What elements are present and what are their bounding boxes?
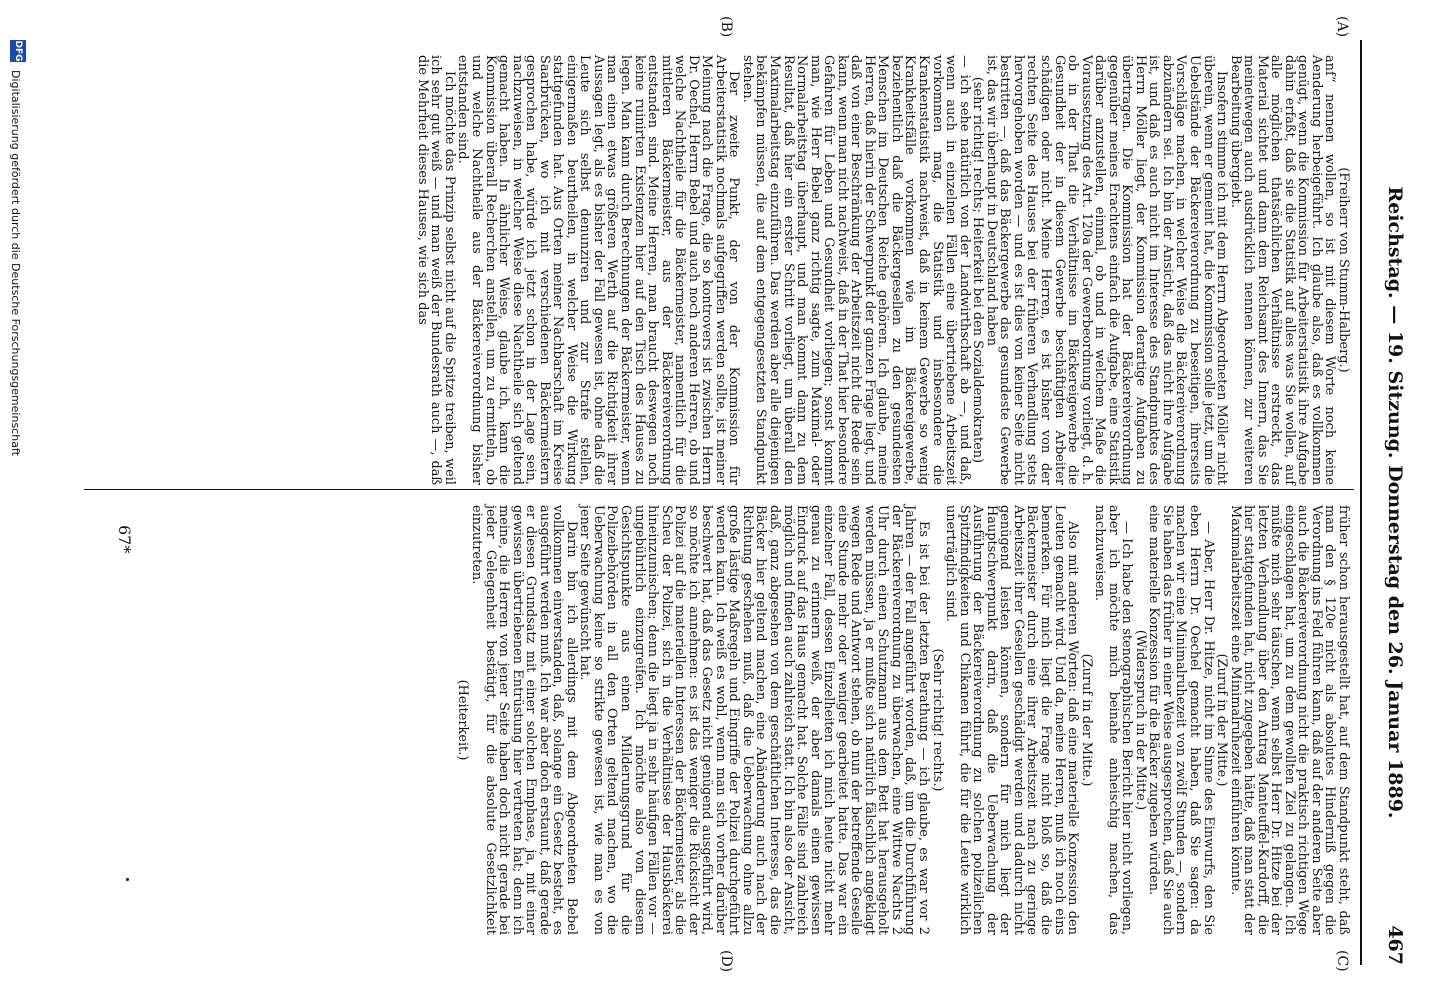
paragraph: Der zweite Punkt, der von der Kommission für Arbeiterstatistik nochmals aufgegriffen werden sollte, ist meiner Meinung nach die Frage, die so kontrovers ist zwischen Herrn Dr. Oechel, Herrn Bebel und auch noch anderen Herren, ob und welche Nachtheile für die Bäckermeister, namentlich für die mittleren Bäckermeister, aus der Bäckereiverordnung entstanden sind. Meine Herren, man braucht deswegen noch keine ruinirten Existenzen hier auf den Tisch des Hauses zu legen. Man kann durch Berechnungen der Bäckermeister, wenn man einen etwas größeren Werth auf die Richtigkeit ihrer Aussagen legt, als es bisher der Fall gewesen ist, ohne daß die Leute sich selbst denunziren und zur Strafe stellen, einigermaßen beurtheilen, in welcher Weise die Wirkung stattgefunden hat. Aus Orten meiner Nachbarschaft im Kreise Saarbrücken, wo ich mit verschiedenen Bäckermeistern gesprochen habe, würde ich jetzt schon in der Lage sein, nachzuweisen, in welcher Weise diese Nachtheile sich geltend gemacht haben. In ähnlicher Weise, glaube ich, kann die Kommission überall Recherchen anstellen, um zu ermitteln, ob und welche Nachtheile aus der Bäckereiverordnung bisher entstanden sind. [455,55,742,485]
footer-credit: Digitalisierung gefördert durch die Deutsche Forschungsgemeinschaft [9,70,22,456]
paragraph: Also mit anderen Worten: daß eine materielle Konzession den Leuten gemacht wird. Und da, meine Herren, muß ich noch eins bemerken. Für mich liegt die Frage nicht bloß so, daß die Bäckermeister durch eine ihrer Arbeitszeit nach zu geringe Arbeitszeit ihrer Gesellen geschädigt werden und dadurch nicht genügend leisten können, sondern für mich liegt der Hauptschwerpunkt darin, daß die Ueberwachung der Ausführung der Bäckereiverordnung zu solchen polizeilichen Spitzfindigkeiten und Chikanen führt, die für die Leute wirklich unerträglich sind. [943,505,1081,935]
paragraph: früher schon herausgestellt hat, auf dem Standpunkt steht, daß man den § 120e nicht als absolutes Hinderniß gegen die Verordnung ins Feld führen kann, daß auf der anderen Seite aber auch die Bäckereiverordnung nicht die praktisch richtigen Wege eingeschlagen hat, um zu dem gewollten Ziel zu gelangen. Ich müßte mich sehr täuschen, wenn selbst Herr Dr. Hitze bei der letzten Verhandlung über den Antrag Manteuffel-Kardorff, die hier stattgefunden hat, nicht zugegeben hätte, daß man statt der Maximalarbeitszeit eine Minimalruhezeit einführen könnte. [1227,505,1351,935]
paragraph: Es ist bei der letzten Berathung — ich glaube, es war vor 2 Jahren — der Fall angeführt worden, daß, um die Durchführung der Bäckereiverordnung zu überwachen, eine Wittwe Nachts 2 Uhr durch einen Schutzmann aus dem Bett hat herausgeholt werden müssen, ja er mußte sich natürlich fälschlich angeklagt wegen Rede und Antwort stehen, ob nun der betreffende Geselle eine Stunde mehr oder weniger gearbeitet hatte. Das war ein einzelner Fall, dessen Einzelheiten ich mich heute nicht mehr genau zu erinnern weiß, der aber damals einen gewissen Eindruck auf das Haus gemacht hat. Solche Fälle sind zahlreich möglich und finden auch zahlreich statt. Ich bin also der Ansicht, daß, ganz abgesehen von dem geschäftlichen Interesse, das die Bäcker hier geltend machen, eine Abänderung auch nach der Richtung geschehen muß, daß die Ueberwachung ohne allzu große lästige Maßregeln und Eingriffe der Polizei durchgeführt werden kann. Ich weiß es wohl, wenn man sich vorher darüber beschwert hat, daß das Gesetz nicht genügend ausgeführt wird, so möchte ich annehmen: es ist das weniger die Rücksicht der Polizei auf die materiellen Interessen der Bäckermeister, als die Scheu der Polizei, sich in die Verhältnisse der Hausbäckerei hineinzumischen; denn die liegt ja in sehr häufigen Fällen vor — ungebührlich einzugreifen. Ich möchte also von diesem Gesichtspunkte aus einen Milderungsgrund für die Polizeibehörden in all den Orten geltend machen, wo die Ueberwachung keine so strikte gewesen ist, wie man es von jener Seite gewünscht hat. [577,505,932,935]
left-column [415,55,1350,485]
interjection: (Widerspruch in der Mitte.) [1132,629,1148,811]
margin-marker-a: (A) [1334,16,1350,38]
interjection: (Heiterkeit.) [455,679,471,761]
interjection: (sehr richtig! rechts; Heiterkeit bei den Sozialdemokraten) [970,76,986,464]
column-divider [84,489,1354,490]
interjection: (Zuruf in der Mitte.) [1078,653,1094,787]
interjection: (Zuruf in der Mitte.) [1214,653,1230,787]
header-rule [1360,40,1362,965]
paragraph: Darin bin ich allerdings mit dem Abgeordneten Bebel vollkommen einverstanden, daß, solange ein Gesetz besteht, es ausgeführt werden muß. Ich war aber doch erstaunt, daß gerade er diesen Grundsatz mit einer solchen Emphase, ja, mit einer gewissen übertriebenen Entrüstung hier vertreten hat; denn ich meine, die Herren von jener Seite haben doch nicht gerade bei jeder Gelegenheit bestätigt, für die absolute Gesetzlichkeit einzutreten. [469,505,579,935]
stray-dot [126,878,129,881]
paragraph: — Ich habe den stenographischen Bericht hier nicht vorliegen, aber ich möchte mich beinahe anheischig machen, das nachzuweisen. [1092,505,1135,935]
margin-marker-b: (B) [718,16,734,38]
margin-marker-c: (C) [1334,950,1350,972]
signature-mark: 67* [115,525,134,554]
paragraph: — ich sehe natürlich von der Landwirthschaft ab —, und daß, wenn auch in einzelnen Fällen eine übertriebene Arbeitszeit vorkommen mag, die Statistik und insbesondere die Krankenstatistik nachweist, daß in keinem Gewerbe so wenig Krankheitsfälle vorkommen wie im Bäckereigewerbe, beziehentlich daß die Bäckergesellen zu den gesundesten Menschen im Deutschen Reiche gehören. Ich glaube, meine Herren, daß hierin der Schwerpunkt der ganzen Frage liegt, und daß von einer Beschränkung der Arbeitszeit nicht die Rede sein kann, wenn man nicht nachweist, daß in der That hier besondere Gefahren für Leben und Gesundheit vorliegen; sonst kommt man, wie Herr Bebel ganz richtig sagte, zum Maximal- oder Normalarbeitstag überhaupt, und man kommt dann zu dem Resultat, daß hier ein erster Schritt vorliegt, um überall den Maximalarbeitstag einzuführen. Das werden aber alle diejenigen bekämpfen müssen, die auf dem entgegengesetzten Standpunkt stehen. [739,55,972,485]
right-column [456,505,1350,935]
page-header [1372,40,1412,965]
paragraph: Insofern stimme ich mit dem Herrn Abgeordneten Möller nicht überein, wenn er gemeint hat, die Kommission solle jetzt, um die Uebelstände der Bäckereiverordnung zu beseitigen, ihrerseits Vorschläge machen, in welcher Weise die Bäckereiverordnung abzuändern sei. Ich bin der Ansicht, daß das nicht ihre Aufgabe ist, und daß es auch nicht im Interesse des Standpunktes des Herrn Möller liegt, der Kommission derartige Aufgaben zu übertragen. Die Kommission hat der Bäckereiverordnung gegenüber meines Erachtens einfach die Aufgabe, eine Statistik darüber anzustellen, einmal, ob und in welchem Maße die Voraussetzung des Art. 120a der Gewerbeordnung vorliegt, d. h. ob in der That die Verhältnisse im Bäckereigewerbe die Gesundheit der in diesem Gewerbe beschäftigten Arbeiter schädigen oder nicht. Meine Herren, es ist bisher von der rechten Seite des Hauses bei der früheren Verhandlung stets hervorgehoben worden — und es ist dies von keiner Seite nicht bestritten —, daß das Bäckergewerbe das gesundeste Gewerbe ist, das wir überhaupt in Deutschland haben [983,55,1230,485]
paragraph: — Aber, Herr Dr. Hitze, nicht im Sinne des Einwurfs, den Sie eben Herrn Dr. Oechel gemacht haben, daß Sie sagen: da machen wir eine Minimalruhezeit von zwölf Stunden —, sondern Sie haben das früher in einer Weise ausgesprochen, daß Sie auch eine materielle Konzession für die Bäcker zugeben würden. [1146,505,1216,935]
page-title: Reichstag. — 19. Sitzung. Donnerstag den 26. Januar 1889. [1384,186,1406,819]
dfg-logo: DFG [10,40,26,62]
interjection: (Sehr richtig! rechts.) [929,648,945,792]
speaker-label: (Freiherr von Stumm-Halberg.) [1336,167,1351,373]
margin-marker-d: (D) [718,950,734,973]
paragraph: anf“ nennen wollen, so ist mit diesem Worte noch keine Aenderung herbeigeführt. Ich glaube also, daß es vollkommen genügt, wenn die Kommission für Arbeiterstatistik ihre Aufgabe dahin erfaßt, daß sie die Statistik auf alles was Sie wollen, auf alle möglichen thatsächlichen Verhältnisse erstreckt, das Material sichtet und dann dem Reichsamt des Innern, das Sie meinetwegen auch ausdrücklich nennen können, zur weiteren Bearbeitung übergiebt. [1227,55,1338,485]
page-number: 467 [1384,925,1406,965]
paragraph: Ich möchte das Prinzip selbst nicht auf die Spitze treiben, weil ich sehr gut weiß — und man weiß der Bundesrath auch —, daß die Mehrheit dieses Hauses, wie sich das [414,55,457,485]
